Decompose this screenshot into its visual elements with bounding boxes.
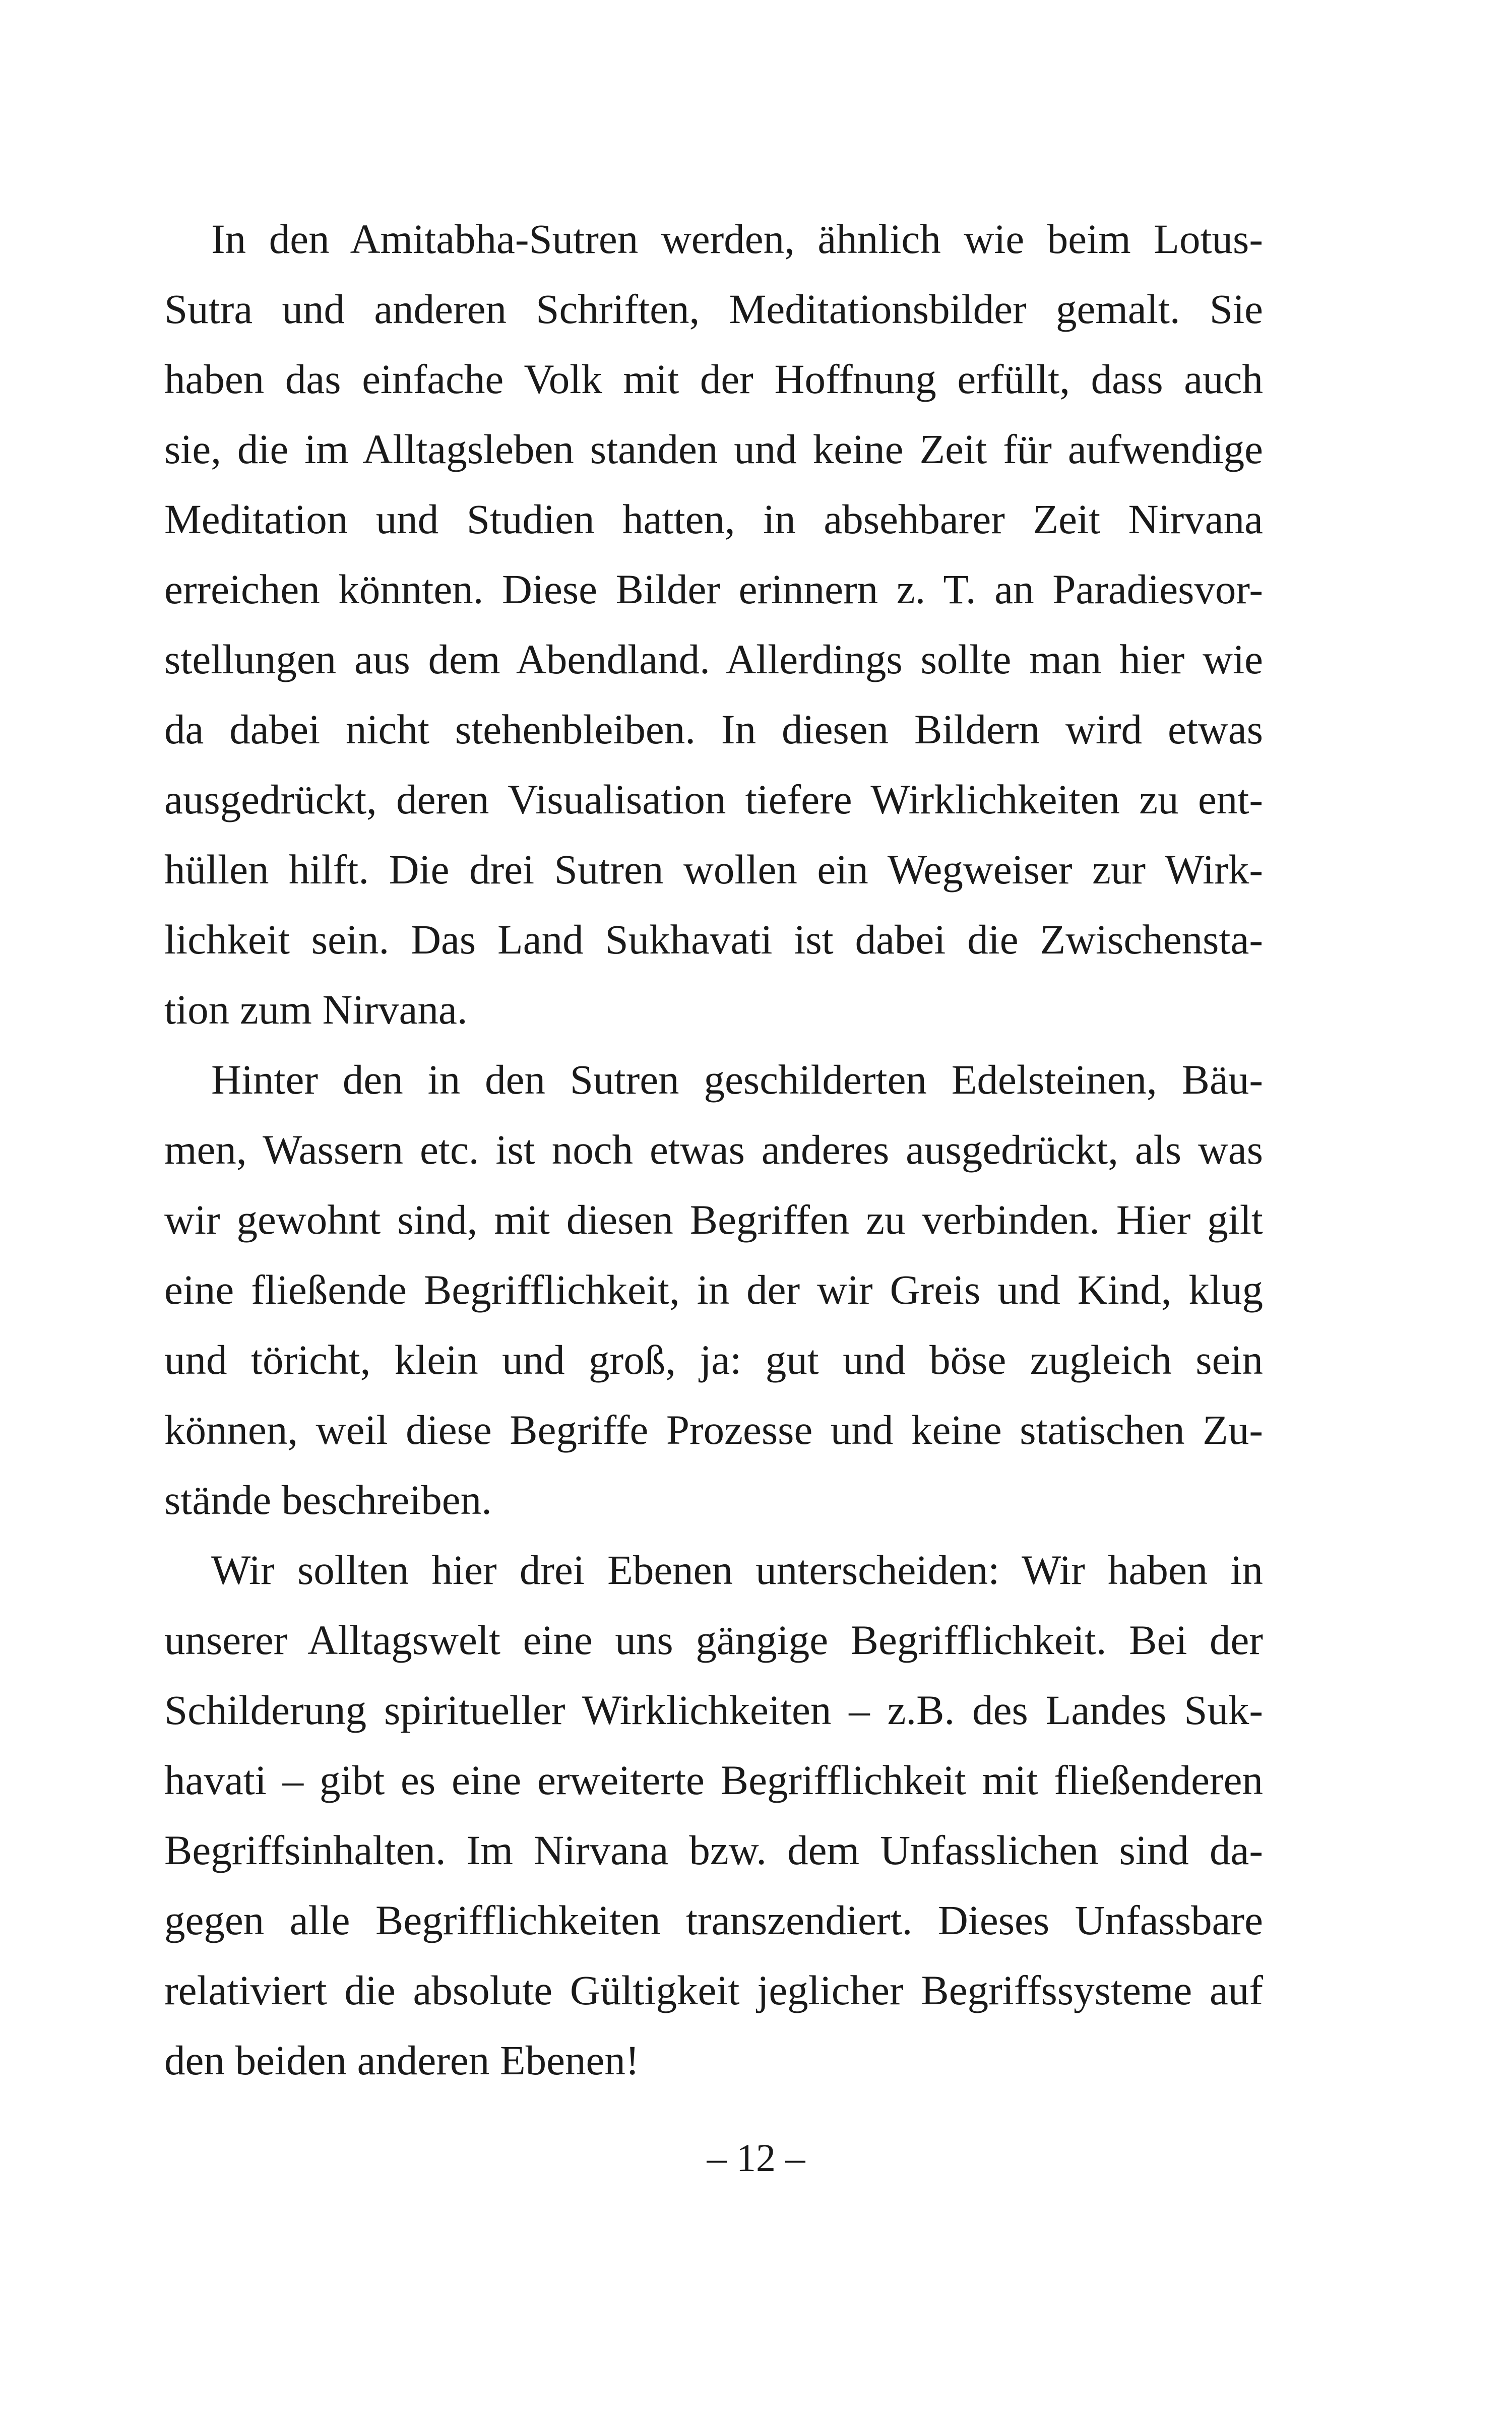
text-line: stellungen aus dem Abendland. Allerdings sollte man hier wie	[164, 636, 1263, 682]
text-line: Wir sollten hier drei Ebenen unterscheiden: Wir haben in	[211, 1547, 1263, 1593]
text-line: da dabei nicht stehenbleiben. In diesen Bildern wird etwas	[164, 706, 1263, 752]
paragraph	[164, 1045, 1263, 1535]
paragraph	[164, 204, 1263, 1045]
text-line: tion zum Nirvana.	[164, 986, 468, 1033]
text-line: Meditation und Studien hatten, in absehbarer Zeit Nirvana	[164, 496, 1263, 542]
text-line: stände beschreiben.	[164, 1477, 492, 1523]
text-line: eine fließende Begrifflichkeit, in der wir Greis und Kind, klug	[164, 1266, 1263, 1313]
text-line: den beiden anderen Ebenen!	[164, 2037, 640, 2083]
text-line: ausgedrückt, deren Visualisation tiefere Wirklichkeiten zu ent-	[164, 776, 1263, 822]
text-line: havati – gibt es eine erweiterte Begrifflichkeit mit fließenderen	[164, 1757, 1263, 1803]
text-line: wir gewohnt sind, mit diesen Begriffen zu verbinden. Hier gilt	[164, 1196, 1263, 1243]
text-line: können, weil diese Begriffe Prozesse und keine statischen Zu-	[164, 1407, 1263, 1453]
text-line: haben das einfache Volk mit der Hoffnung erfüllt, dass auch	[164, 356, 1263, 402]
paragraph	[164, 1535, 1263, 2095]
text-line: Begriffsinhalten. Im Nirvana bzw. dem Unfasslichen sind da-	[164, 1827, 1263, 1873]
page-number: – 12 –	[707, 2136, 805, 2180]
text-line: In den Amitabha-Sutren werden, ähnlich wie beim Lotus-	[211, 216, 1263, 262]
text-line: erreichen könnten. Diese Bilder erinnern z. T. an Paradiesvor-	[164, 566, 1263, 612]
text-line: gegen alle Begrifflichkeiten transzendiert. Dieses Unfassbare	[164, 1897, 1263, 1943]
text-line: lichkeit sein. Das Land Sukhavati ist dabei die Zwischensta-	[164, 916, 1263, 963]
text-line: Schilderung spiritueller Wirklichkeiten – z.B. des Landes Suk-	[164, 1687, 1263, 1733]
text-line: und töricht, klein und groß, ja: gut und böse zugleich sein	[164, 1337, 1263, 1383]
text-line: sie, die im Alltagsleben standen und keine Zeit für aufwendige	[164, 426, 1263, 472]
text-line: relativiert die absolute Gültigkeit jeglicher Begriffssysteme auf	[164, 1967, 1263, 2013]
text-line: Sutra und anderen Schriften, Meditationsbilder gemalt. Sie	[164, 286, 1263, 332]
text-line: unserer Alltagswelt eine uns gängige Begrifflichkeit. Bei der	[164, 1617, 1263, 1663]
text-line: Hinter den in den Sutren geschilderten Edelsteinen, Bäu-	[211, 1056, 1263, 1103]
text-line: men, Wassern etc. ist noch etwas anderes ausgedrückt, als was	[164, 1126, 1263, 1173]
body-text	[164, 204, 1263, 2095]
text-line: hüllen hilft. Die drei Sutren wollen ein Wegweiser zur Wirk-	[164, 846, 1263, 893]
